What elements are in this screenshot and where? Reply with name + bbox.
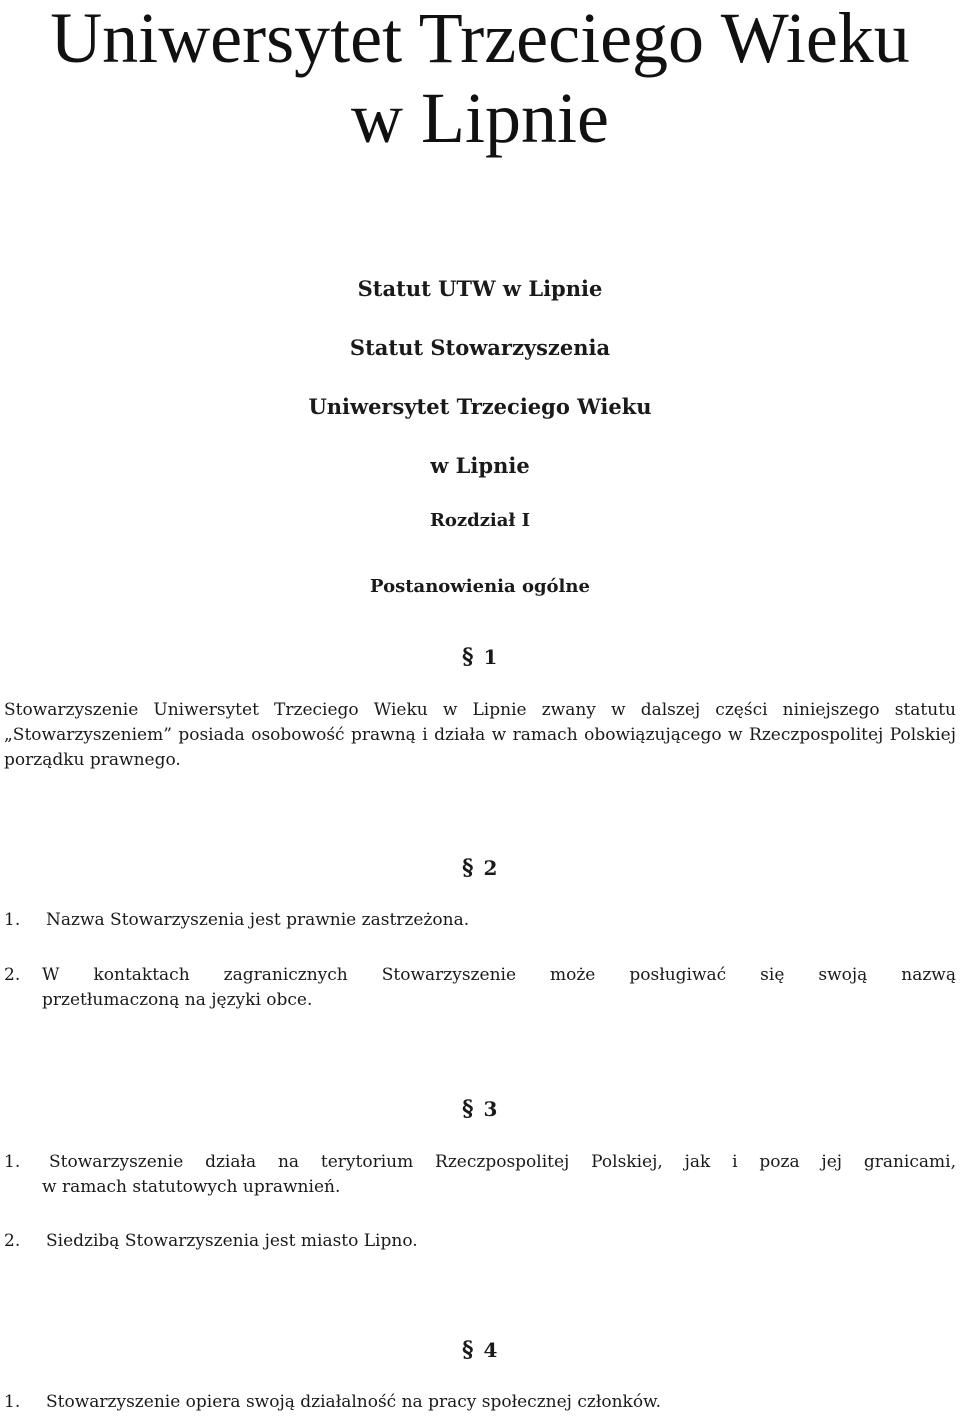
section-symbol: § bbox=[462, 644, 474, 670]
document-title-line1: Uniwersytet Trzeciego Wieku bbox=[50, 0, 910, 78]
university-subtitle: Uniwersytet Trzeciego Wieku bbox=[308, 394, 652, 419]
section-symbol: § bbox=[462, 1096, 474, 1122]
list-item-text: W kontaktach zagranicznych Stowarzyszenie może posługiwać się swoją nazwą bbox=[42, 965, 956, 985]
list-item-text: Stowarzyszenie opiera swoją działalność na pracy społecznej członków. bbox=[46, 1392, 661, 1412]
location-subtitle: w Lipnie bbox=[430, 453, 530, 478]
list-item-text: Nazwa Stowarzyszenia jest prawnie zastrzeżona. bbox=[46, 910, 470, 930]
statute-subtitle: Statut UTW w Lipnie bbox=[357, 276, 603, 301]
list-item-number: 2. bbox=[4, 965, 21, 985]
list-item-number: 2. bbox=[4, 1231, 21, 1251]
list-item-number: 1. bbox=[4, 1152, 21, 1172]
list-item-text: Stowarzyszenie działa na terytorium Rzeczpospolitej Polskiej, jak i poza jej granicami, bbox=[49, 1152, 956, 1172]
section-number: 4 bbox=[483, 1338, 498, 1362]
section-symbol: § bbox=[462, 855, 474, 881]
list-item-text: Siedzibą Stowarzyszenia jest miasto Lipno. bbox=[46, 1231, 418, 1251]
section-1-heading bbox=[462, 646, 497, 668]
chapter-title: Postanowienia ogólne bbox=[370, 576, 590, 597]
chapter-heading: Rozdział I bbox=[429, 510, 531, 531]
list-item-text-continued: w ramach statutowych uprawnień. bbox=[42, 1177, 341, 1197]
section-number: 2 bbox=[483, 856, 498, 880]
section-number: 1 bbox=[483, 645, 498, 669]
section-3-heading bbox=[462, 1098, 497, 1120]
section-symbol: § bbox=[462, 1337, 474, 1363]
section-1-paragraph: Stowarzyszenie Uniwersytet Trzeciego Wieku w Lipnie zwany w dalszej części niniejszego statutu „Stowarzyszeniem” posiada osobowość prawną i działa w ramach obowiązującego w Rzeczpospolitej Polskiej porządku prawnego. bbox=[4, 700, 956, 770]
association-subtitle: Statut Stowarzyszenia bbox=[349, 335, 611, 360]
list-item-number: 1. bbox=[4, 1392, 21, 1412]
section-4-heading bbox=[462, 1339, 497, 1361]
list-item-number: 1. bbox=[4, 910, 21, 930]
document-title-line2: w Lipnie bbox=[351, 78, 609, 158]
section-number: 3 bbox=[483, 1097, 498, 1121]
section-2-heading bbox=[462, 857, 497, 879]
list-item-text-continued: przetłumaczoną na języki obce. bbox=[42, 990, 313, 1010]
